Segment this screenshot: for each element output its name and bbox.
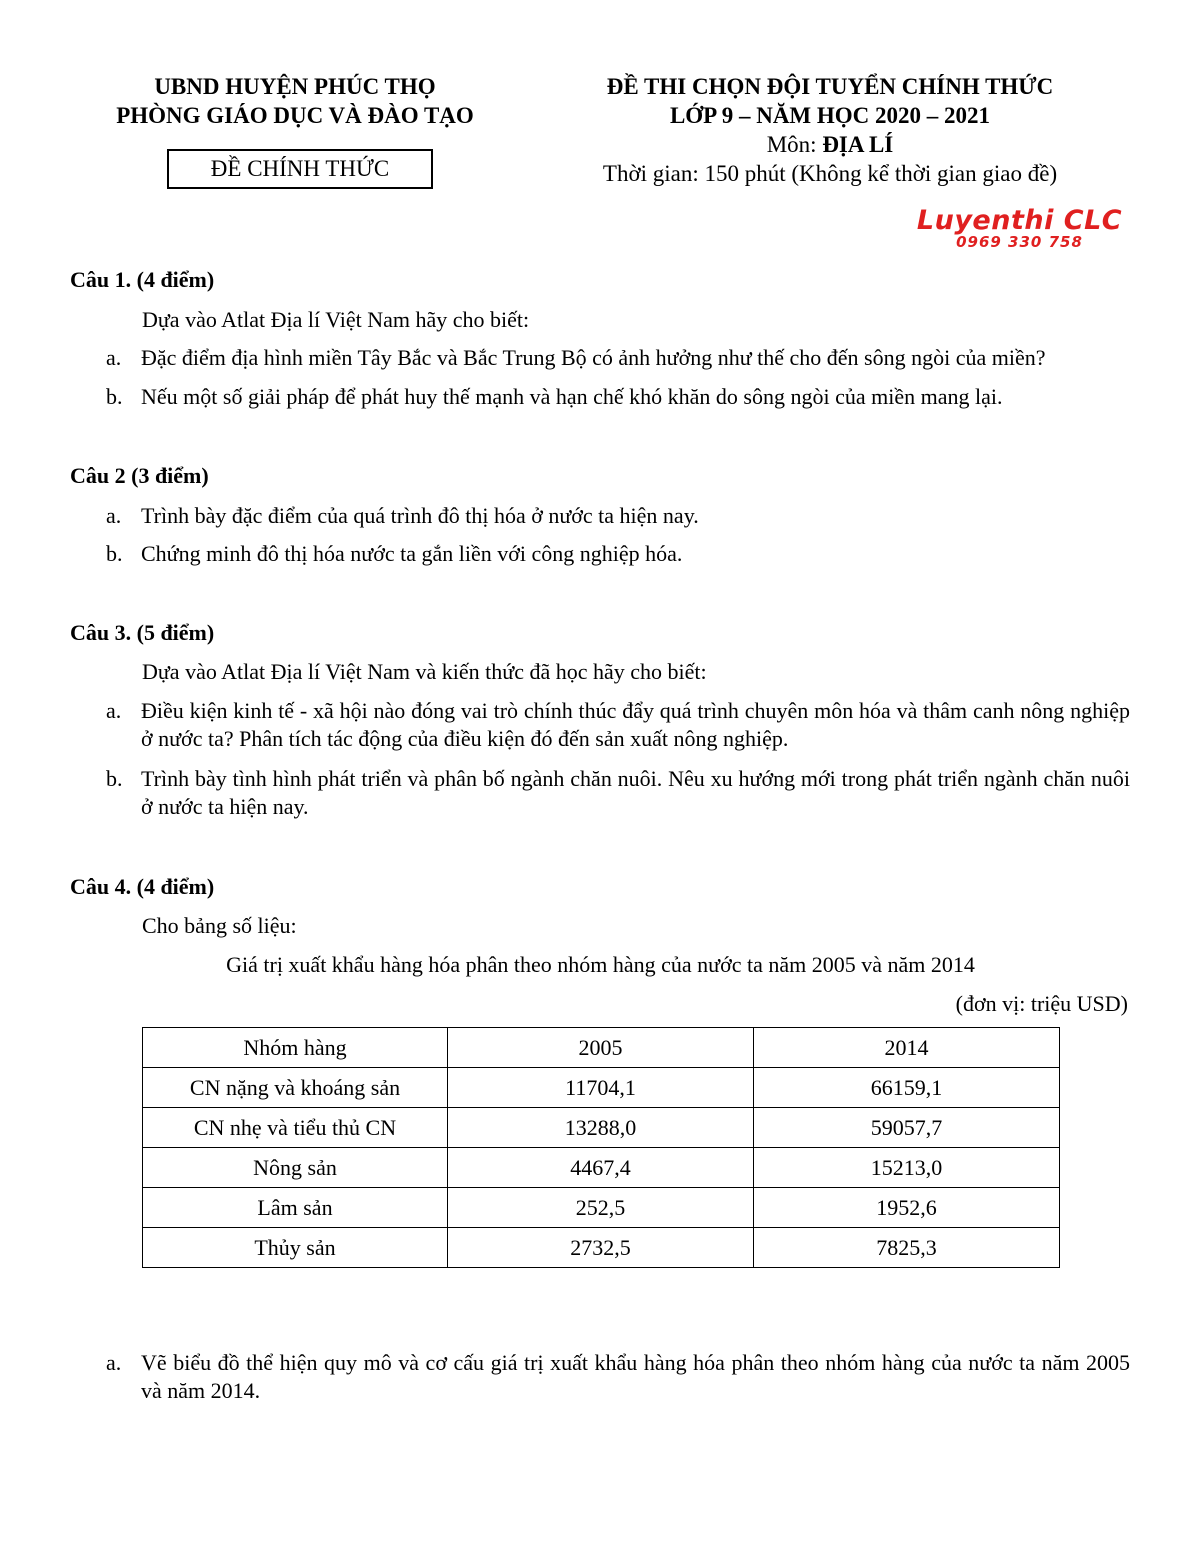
- table-title: Giá trị xuất khẩu hàng hóa phân theo nhóm hàng của nước ta năm 2005 và năm 2014: [226, 952, 975, 977]
- q2-a-text: Trình bày đặc điểm của quá trình đô thị hóa ở nước ta hiện nay.: [141, 503, 699, 528]
- q4-item-a: [106, 1349, 1130, 1405]
- table-row: [143, 1188, 1060, 1228]
- q2-item-a: [106, 502, 1130, 530]
- q4-a-text: Vẽ biểu đồ thể hiện quy mô và cơ cấu giá trị xuất khẩu hàng hóa phân theo nhóm hàng của nước ta năm 2005 và năm 2014.: [141, 1350, 1130, 1403]
- q1-title: Câu 1. (4 điểm): [70, 267, 215, 292]
- q3-b-label: b.: [106, 766, 123, 791]
- table-row: [143, 1108, 1060, 1148]
- q4-intro: Cho bảng số liệu:: [142, 913, 297, 938]
- official-exam-box: ĐỀ CHÍNH THỨC: [167, 149, 433, 189]
- table-cell: 13288,0: [448, 1108, 754, 1148]
- q2-item-b: [106, 540, 1130, 568]
- time-line: Thời gian: 150 phút (Không kể thời gian giao đề): [602, 161, 1058, 186]
- table-cell: 2732,5: [448, 1228, 754, 1268]
- table-header-cell: 2014: [754, 1028, 1060, 1068]
- export-value-table: [142, 1027, 1060, 1268]
- table-cell: CN nhẹ và tiểu thủ CN: [143, 1108, 448, 1148]
- subject-name: ĐỊA LÍ: [822, 132, 894, 157]
- table-cell: 66159,1: [754, 1068, 1060, 1108]
- subject-line: [560, 130, 1100, 159]
- table-cell: 4467,4: [448, 1148, 754, 1188]
- exam-title: ĐỀ THI CHỌN ĐỘI TUYỂN CHÍNH THỨC: [606, 74, 1054, 99]
- table-cell: CN nặng và khoáng sản: [143, 1068, 448, 1108]
- q3-a-text: Điều kiện kinh tế - xã hội nào đóng vai trò chính thúc đẩy quá trình chuyên môn hóa và thâm canh nông nghiệp ở nước ta? Phân tích tác động của điều kiện đó đến sản xuất nông nghiệp.: [141, 698, 1130, 751]
- watermark-name: Luyenthi CLC: [916, 205, 1123, 236]
- table-cell: 15213,0: [754, 1148, 1060, 1188]
- table-cell: 252,5: [448, 1188, 754, 1228]
- q1-b-text: Nếu một số giải pháp để phát huy thế mạnh và hạn chế khó khăn do sông ngòi của miền mang lại.: [141, 384, 1003, 409]
- table-header-cell: Nhóm hàng: [143, 1028, 448, 1068]
- table-unit: (đơn vị: triệu USD): [955, 991, 1128, 1016]
- department-line: UBND HUYỆN PHÚC THỌ: [154, 74, 436, 99]
- table-row: [143, 1228, 1060, 1268]
- q4-title: Câu 4. (4 điểm): [70, 874, 215, 899]
- q3-title: Câu 3. (5 điểm): [70, 620, 215, 645]
- table-row: [143, 1148, 1060, 1188]
- q1-intro: Dựa vào Atlat Địa lí Việt Nam hãy cho biết:: [142, 307, 530, 332]
- subject-prefix: Môn:: [766, 132, 823, 157]
- q1-a-label: a.: [106, 345, 122, 370]
- q1-b-label: b.: [106, 384, 123, 409]
- table-row: [143, 1068, 1060, 1108]
- office-line: PHÒNG GIÁO DỤC VÀ ĐÀO TẠO: [116, 103, 474, 128]
- q1-a-text: Đặc điểm địa hình miền Tây Bắc và Bắc Trung Bộ có ảnh hưởng như thế cho đến sông ngòi của miền?: [141, 345, 1046, 370]
- q2-b-text: Chứng minh đô thị hóa nước ta gắn liền với công nghiệp hóa.: [141, 541, 683, 566]
- table-cell: Nông sản: [143, 1148, 448, 1188]
- q4-a-label: a.: [106, 1350, 122, 1375]
- grade-year: LỚP 9 – NĂM HỌC 2020 – 2021: [669, 103, 991, 128]
- table-cell: 11704,1: [448, 1068, 754, 1108]
- q3-intro: Dựa vào Atlat Địa lí Việt Nam và kiến thức đã học hãy cho biết:: [142, 659, 707, 684]
- q2-a-label: a.: [106, 503, 122, 528]
- q3-a-label: a.: [106, 698, 122, 723]
- q2-title: Câu 2 (3 điểm): [70, 463, 209, 488]
- table-cell: Lâm sản: [143, 1188, 448, 1228]
- table-cell: 1952,6: [754, 1188, 1060, 1228]
- table-cell: 59057,7: [754, 1108, 1060, 1148]
- q3-item-b: [106, 765, 1130, 821]
- q1-item-a: [106, 344, 1130, 372]
- q2-b-label: b.: [106, 541, 123, 566]
- watermark-phone: 0969 330 758: [956, 233, 1083, 251]
- table-cell: 7825,3: [754, 1228, 1060, 1268]
- table-header-cell: 2005: [448, 1028, 754, 1068]
- q1-item-b: [106, 383, 1130, 411]
- q3-b-text: Trình bày tình hình phát triển và phân bố ngành chăn nuôi. Nêu xu hướng mới trong phát triển ngành chăn nuôi ở nước ta hiện nay.: [141, 766, 1130, 819]
- table-cell: Thủy sản: [143, 1228, 448, 1268]
- table-header-row: [143, 1028, 1060, 1068]
- q3-item-a: [106, 697, 1130, 753]
